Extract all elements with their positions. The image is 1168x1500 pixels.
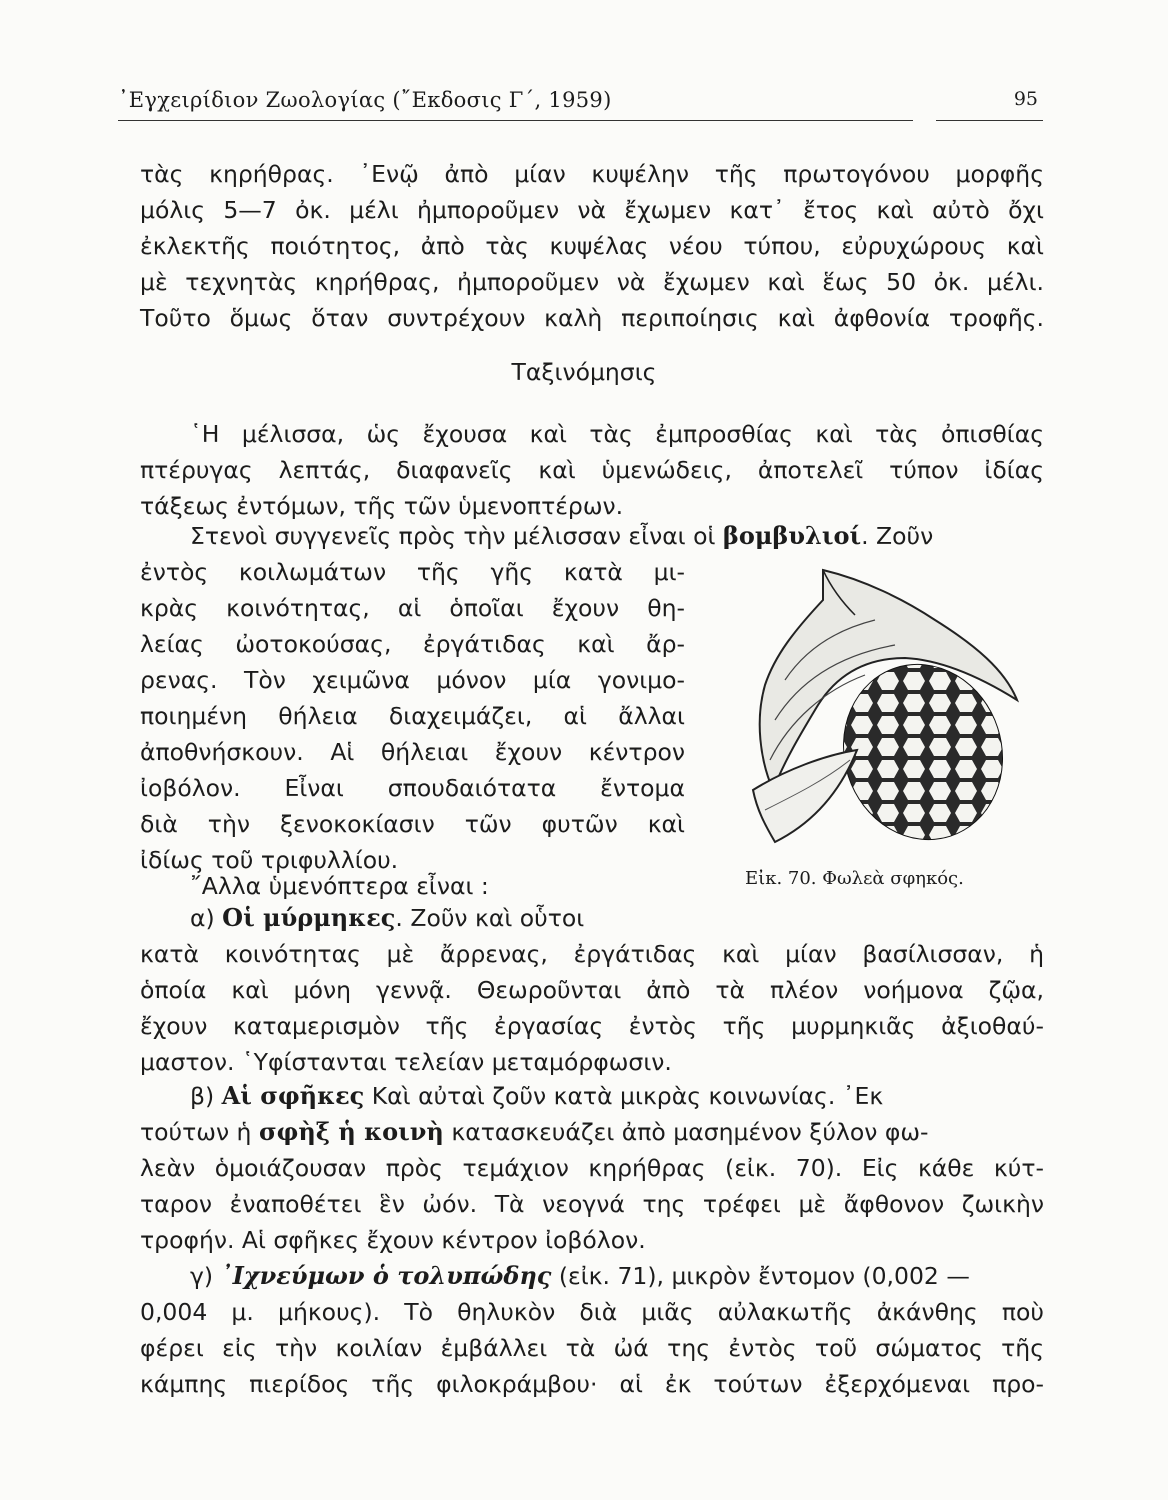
text-line: Τοῦτο ὅμως ὅταν συντρέχουν καλὴ περιποίησις καὶ ἀφθονία τροφῆς. [140,304,1044,332]
item-tail: Καὶ αὐταὶ ζοῦν κατὰ μικρὰς κοινωνίας. ᾿Εκ [364,1082,884,1110]
text-line: 0,004 μ. μήκους). Τὸ θηλυκὸν διὰ μιᾶς αὐλακωτῆς ἀκάνθης ποὺ [140,1298,1044,1326]
item-tail: . Ζοῦν καὶ οὗτοι [395,904,585,932]
term-myrmekes: Οἱ μύρμηκες [222,903,396,932]
term-sphekes: Αἱ σφῆκες [221,1081,365,1110]
item-tail: (εἰκ. 71), μικρὸν ἔντομον (0,002 — [551,1262,970,1290]
text-line: τάξεως ἐντόμων, τῆς τῶν ὑμενοπτέρων. [140,492,624,520]
wasp-nest-illustration [745,560,1045,870]
text-line: διὰ τὴν ξενοκοκίασιν τῶν φυτῶν καὶ [140,810,685,838]
para3-tail: . Ζοῦν [861,522,934,550]
term-ichneumon: ᾿Ιχνεύμων ὁ τολυπώδης [220,1261,552,1290]
item-label: γ) [190,1262,214,1290]
text-line: μόλις 5—7 ὀκ. μέλι ἠμποροῦμεν νὰ ἔχωμεν κατ᾿ ἔτος καὶ αὐτὸ ὄχι [140,196,1044,224]
text-line: τροφήν. Αἱ σφῆκες ἔχουν κέντρον ἰοβόλον. [140,1226,646,1254]
para3-lead: Στενοὶ συγγενεῖς πρὸς τὴν μέλισσαν εἶναι οἱ [190,522,716,550]
line-tail: κατασκευάζει ἀπὸ μασημένον ξύλον φω- [443,1118,929,1146]
list-item-a [190,902,685,934]
figure-caption: Εἰκ. 70. Φωλεὰ σφηκός. [745,868,964,889]
text-line: μὲ τεχνητὰς κηρήθρας, ἠμποροῦμεν νὰ ἔχωμεν καὶ ἕως 50 ὀκ. μέλι. [140,268,1044,296]
text-line: πτέρυγας λεπτάς, διαφανεῖς καὶ ὑμενώδεις, ἀποτελεῖ τύπον ἰδίας [140,456,1044,484]
term-sphex-koine: σφὴξ ἡ κοινὴ [258,1117,444,1146]
text-line: μαστον. ῾Υφίστανται τελείαν μεταμόρφωσιν. [140,1048,672,1076]
text-line: ποιημένη θήλεια διαχειμάζει, αἱ ἄλλαι [140,702,685,730]
wasp-nest-figure [745,560,1045,870]
text-line: κρὰς κοινότητας, αἱ ὁποῖαι ἔχουν θη- [140,594,685,622]
list-item-c [190,1260,1044,1292]
running-header [118,88,1043,120]
header-title: ᾿Εγχειρίδιον Ζωολογίας (῎Εκδοσις Γ΄, 1959) [118,88,612,112]
text-line: ἀποθνήσκουν. Αἱ θήλειαι ἔχουν κέντρον [140,738,685,766]
text-line: ἐντὸς κοιλωμάτων τῆς γῆς κατὰ μι- [140,558,685,586]
section-heading: Ταξινόμησις [511,358,657,386]
header-rule-short [936,120,1043,121]
text-line: κάμπης πιερίδος τῆς φιλοκράμβου· αἱ ἐκ τούτων ἐξερχόμεναι προ- [140,1370,1044,1398]
text-line: ὁποία καὶ μόνη γεννᾷ. Θεωροῦνται ἀπὸ τὰ πλέον νοήμονα ζῷα, [140,976,1044,1004]
text-line: ρενας. Τὸν χειμῶνα μόνον μία γονιμο- [140,666,685,694]
text-line: ῾Η μέλισσα, ὡς ἔχουσα καὶ τὰς ἐμπροσθίας καὶ τὰς ὀπισθίας [190,420,1044,448]
text-line: ταρον ἐναποθέτει ἓν ὠόν. Τὰ νεογνά της τρέφει μὲ ἄφθονον ζωικὴν [140,1190,1044,1218]
text-line: φέρει εἰς τὴν κοιλίαν ἐμβάλλει τὰ ὠά της ἐντὸς τοῦ σώματος τῆς [140,1334,1044,1362]
page-number: 95 [1013,88,1038,110]
line-lead: τούτων ἡ [140,1118,252,1146]
text-line [140,1116,1044,1148]
text-line [190,520,1044,552]
header-rule [118,120,913,121]
text-line: λείας ὠοτοκούσας, ἐργάτιδας καὶ ἄρ- [140,630,685,658]
text-line: κατὰ κοινότητας μὲ ἄρρενας, ἐργάτιδας καὶ μίαν βασίλισσαν, ἡ [140,940,1044,968]
text-line: ἐκλεκτῆς ποιότητος, ἀπὸ τὰς κυψέλας νέου τύπου, εὐρυχώρους καὶ [140,232,1044,260]
text-line: λεὰν ὁμοιάζουσαν πρὸς τεμάχιον κηρήθρας (εἰκ. 70). Εἰς κάθε κύτ- [140,1154,1044,1182]
text-line: τὰς κηρήθρας. ᾿Ενῷ ἀπὸ μίαν κυψέλην τῆς πρωτογόνου μορφῆς [140,160,1044,188]
item-label: α) [190,904,215,932]
term-bombylioi: βομβυλιοί [722,521,862,550]
text-line: ῎Αλλα ὑμενόπτερα εἶναι : [190,872,489,900]
list-item-b [190,1080,1044,1112]
text-line: ἰοβόλον. Εἶναι σπουδαιότατα ἔντομα [140,774,685,802]
text-line: ἰδίως τοῦ τριφυλλίου. [140,846,399,874]
item-label: β) [190,1082,215,1110]
text-line: ἔχουν καταμερισμὸν τῆς ἐργασίας ἐντὸς τῆς μυρμηκιᾶς ἀξιοθαύ- [140,1012,1044,1040]
